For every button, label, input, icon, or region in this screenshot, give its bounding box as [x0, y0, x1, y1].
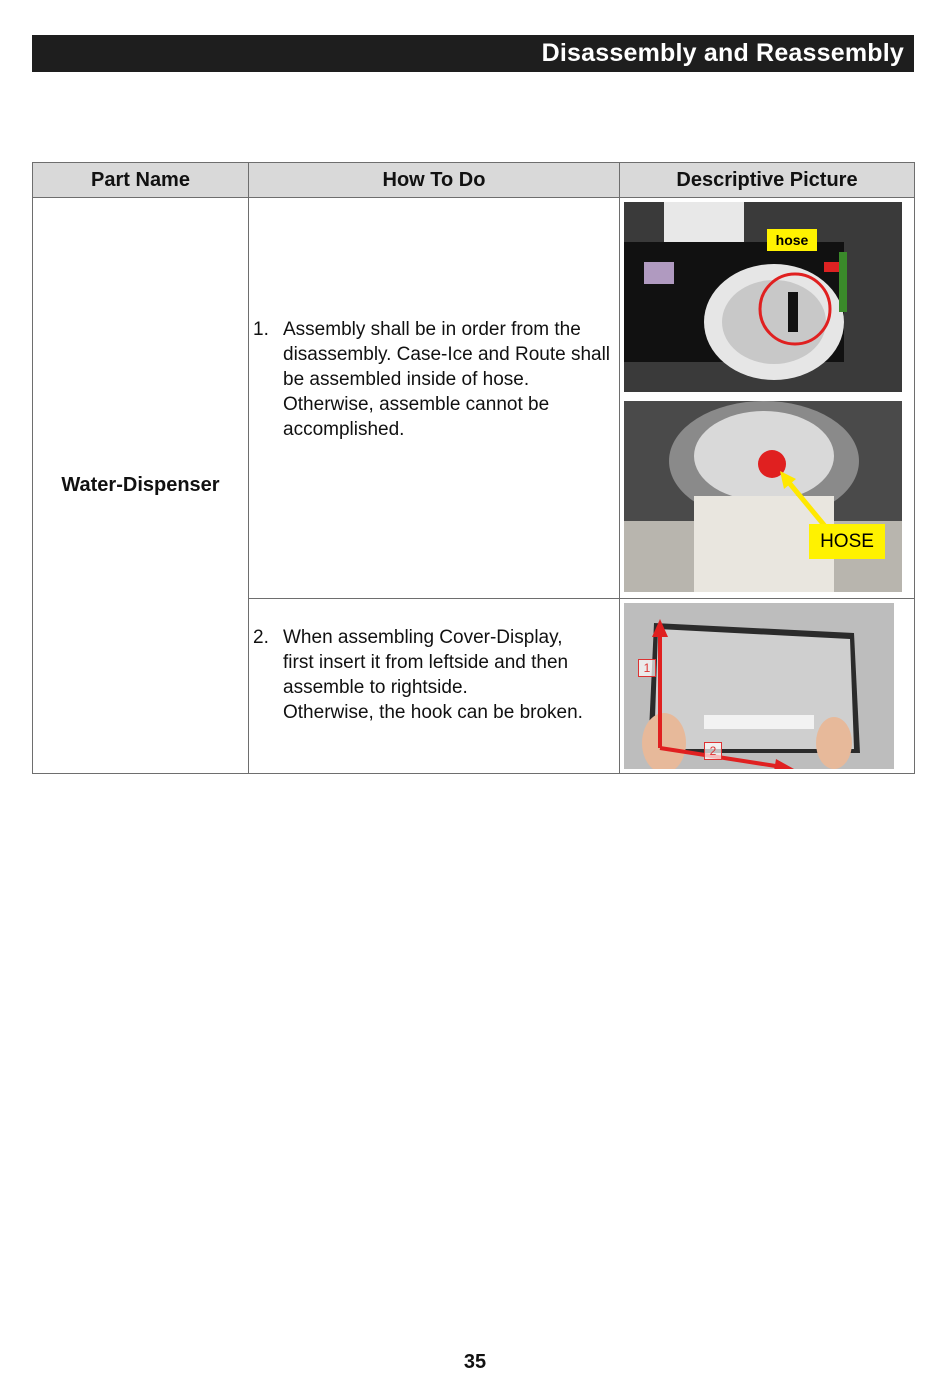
header-bar [32, 35, 914, 72]
hose-photo-bottom-drawing [624, 401, 902, 592]
hose-photo-top [624, 202, 902, 392]
step-1-cell [249, 198, 620, 599]
step-marker-1: 1 [638, 659, 656, 677]
step-1-pictures [620, 198, 915, 599]
hose-label-large: HOSE [809, 524, 885, 559]
table-row [33, 198, 915, 599]
hose-photo-top-drawing [624, 202, 902, 392]
column-header-how-to-do: How To Do [249, 163, 620, 198]
step-1 [249, 317, 619, 442]
step-text [283, 625, 613, 725]
table-header-row [33, 163, 915, 198]
step-text-line: first insert it from leftside and then [283, 652, 569, 673]
step-text-line: When assembling Cover-Display, [283, 627, 563, 648]
step-2-pictures [620, 599, 915, 774]
step-text: Assembly shall be in order from the disassembly. Case-Ice and Route shall be assembled inside of hose. Otherwise, assemble cannot be accomplished. [283, 318, 611, 440]
step-2 [249, 625, 619, 725]
cover-display-photo [624, 603, 894, 769]
column-header-descriptive-picture: Descriptive Picture [620, 163, 915, 198]
column-header-part-name: Part Name [33, 163, 249, 198]
step-text-line: Otherwise, the hook can be broken. [283, 702, 583, 723]
step-number: 2. [253, 627, 269, 648]
step-2-cell [249, 599, 620, 774]
hose-label-small: hose [767, 229, 817, 251]
step-marker-2: 2 [704, 742, 722, 760]
step-number: 1. [253, 318, 269, 340]
page-title: Disassembly and Reassembly [541, 39, 904, 67]
page-number: 35 [463, 1351, 487, 1373]
part-name-cell: Water-Dispenser [33, 198, 249, 774]
hose-photo-bottom [624, 401, 902, 592]
instruction-table [32, 162, 915, 774]
step-text-line: assemble to rightside. [283, 677, 468, 698]
cover-display-photo-drawing [624, 603, 894, 769]
